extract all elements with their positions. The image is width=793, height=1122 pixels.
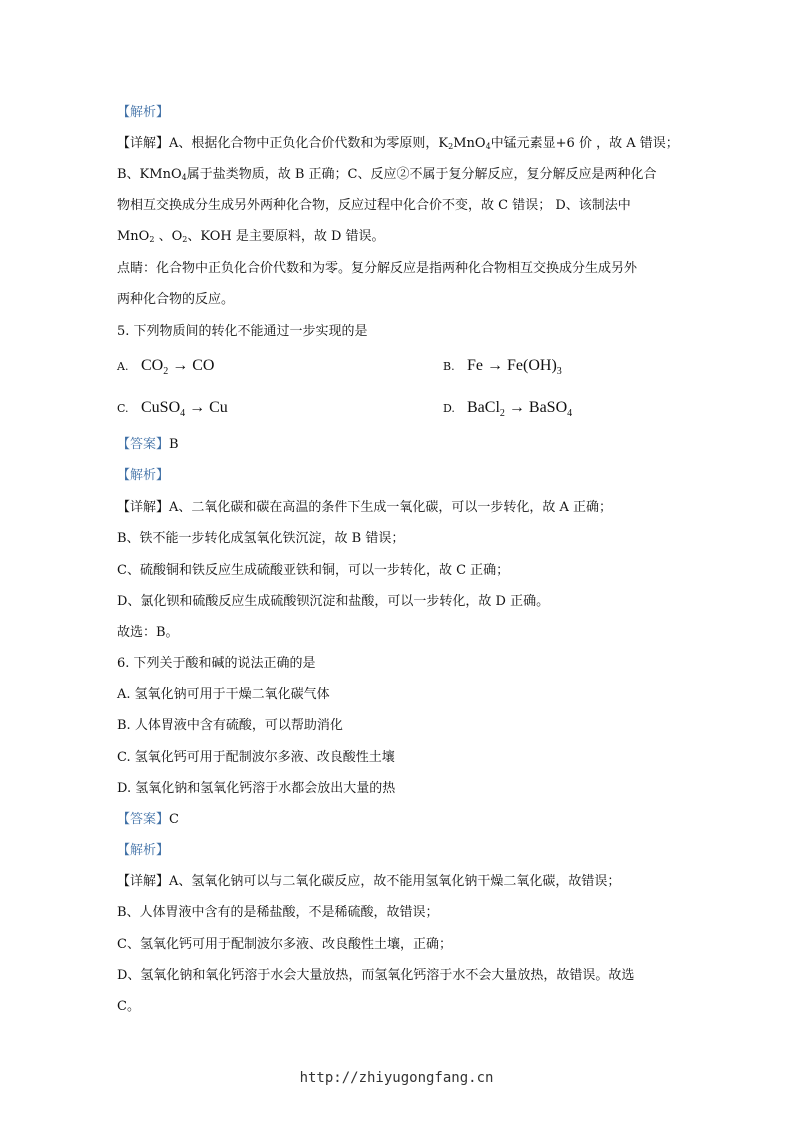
q5-option-c: C. CuSO$_4$ → Cu [117, 399, 228, 419]
q4-detail-line-1: 【详解】A、根据化合物中正负化合价代数和为零原则，$K_2MnO_4$中锰元素显+6 价 ，故 A 错误； [117, 136, 679, 151]
q4-tip-line-1: 点睛：化合物中正负化合价代数和为零。复分解反应是指两种化合物相互交换成分生成另外 [117, 261, 638, 276]
q6-answer: 【答案】C [117, 812, 179, 827]
q6-detail-line-2: B、人体胃液中含有的是稀盐酸，不是稀硫酸，故错误； [117, 905, 439, 920]
analysis-tag: 【解析】 [117, 843, 170, 858]
q5-detail-line-2: B、铁不能一步转化成氢氧化铁沉淀，故 B 错误； [117, 531, 405, 546]
detail-tag: 【详解】 [117, 500, 170, 515]
answer-tag: 【答案】 [117, 437, 170, 452]
detail-tag: 【详解】 [117, 874, 170, 889]
q5-option-d: D. BaCl$_2$ → BaSO$_4$ [443, 399, 573, 419]
q6-option-b: B. 人体胃液中含有硫酸，可以帮助消化 [117, 718, 343, 733]
q6-detail-line-4: D、氢氧化钠和氧化钙溶于水会大量放热，而氢氧化钙溶于水不会大量放热，故错误。故选 [117, 968, 635, 983]
q6-detail-line-1: 【详解】A、氢氧化钠可以与二氧化碳反应，故不能用氢氧化钠干燥二氧化碳，故错误； [117, 874, 621, 889]
q4-detail-line-4: MnO$_2$ 、$O_2$、KOH 是主要原料，故 D 错误。 [117, 229, 385, 244]
q5-detail-line-1: 【详解】A、二氧化碳和碳在高温的条件下生成一氧化碳，可以一步转化，故 A 正确； [117, 500, 613, 515]
q5-stem: 5. 下列物质间的转化不能通过一步实现的是 [117, 324, 368, 339]
footer-url[interactable]: http://zhiyugongfang.cn [299, 1070, 494, 1086]
analysis-tag: 【解析】 [117, 468, 170, 483]
q5-conclusion: 故选：B。 [117, 625, 179, 640]
q6-stem: 6. 下列关于酸和碱的说法正确的是 [117, 656, 316, 671]
q5-detail-line-3: C、硫酸铜和铁反应生成硫酸亚铁和铜，可以一步转化，故 C 正确； [117, 563, 510, 578]
q5-option-b: B. $Fe \to Fe(OH)_3$ [443, 357, 562, 377]
q5-answer: 【答案】B [117, 437, 179, 452]
q6-detail-line-5: C。 [117, 999, 140, 1014]
q5-detail-line-4: D、氯化钡和硫酸反应生成硫酸钡沉淀和盐酸，可以一步转化，故 D 正确。 [117, 594, 550, 609]
q6-option-c: C. 氢氧化钙可用于配制波尔多液、改良酸性土壤 [117, 750, 395, 765]
q6-detail-line-3: C、氢氧化钙可用于配制波尔多液、改良酸性土壤，正确； [117, 937, 452, 952]
answer-tag: 【答案】 [117, 812, 170, 827]
q6-option-a: A. 氢氧化钠可用于干燥二氧化碳气体 [117, 687, 330, 702]
q4-detail-line-2: B、KMnO$_4$属于盐类物质，故 B 正确；C、反应②不属于复分解反应，复分解反应是两种化合 [117, 167, 657, 182]
analysis-tag: 【解析】 [117, 105, 170, 120]
q4-detail-line-3: 物相互交换成分生成另外两种化合物，反应过程中化合价不变，故 C 错误； D、该制法中 [117, 198, 631, 213]
detail-tag: 【详解】 [117, 136, 170, 151]
q4-tip-line-2: 两种化合物的反应。 [117, 292, 235, 307]
q5-option-a: A. $CO_2$ → CO [117, 357, 215, 377]
q6-option-d: D. 氢氧化钠和氢氧化钙溶于水都会放出大量的热 [117, 781, 396, 796]
